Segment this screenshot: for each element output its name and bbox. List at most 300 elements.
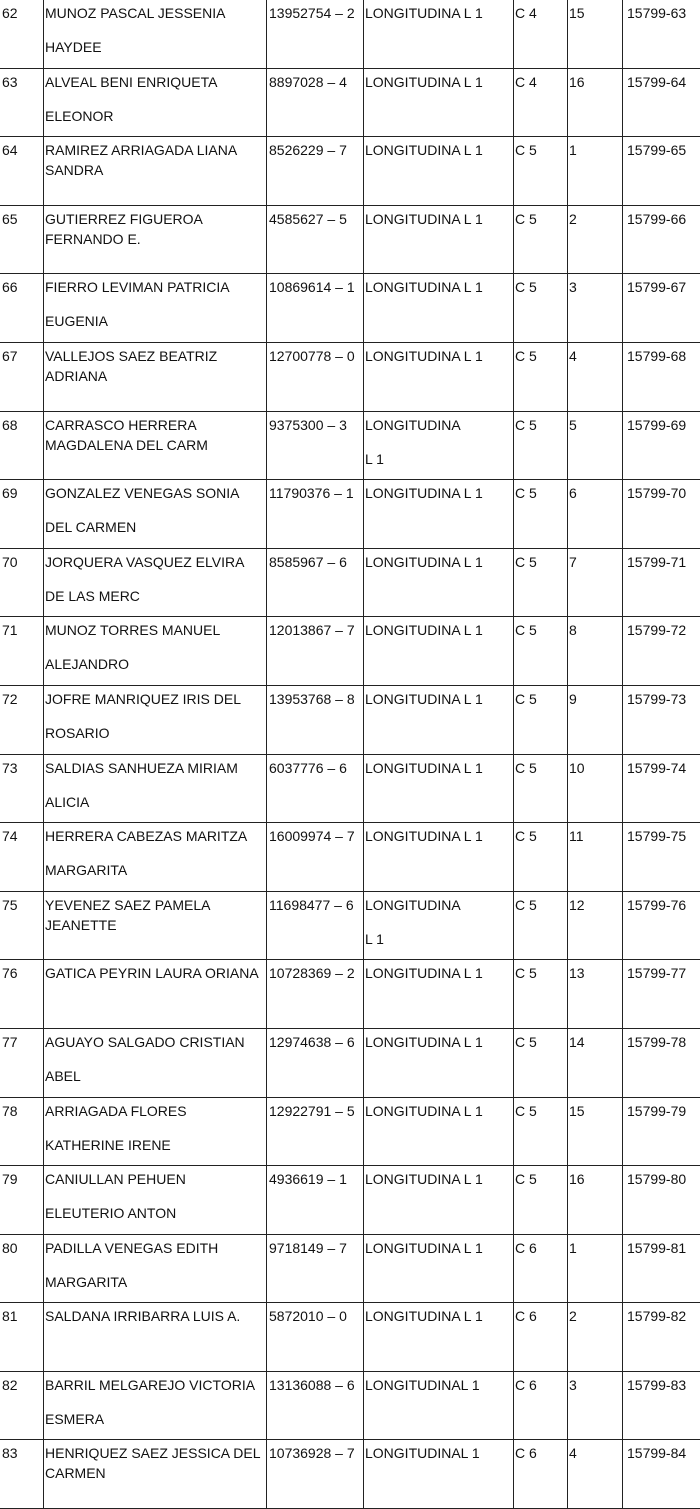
seat-cell <box>568 548 623 617</box>
row-number: 69 <box>2 485 18 501</box>
table-row <box>0 480 700 549</box>
line-gap <box>45 778 266 792</box>
name-cell <box>44 342 267 411</box>
block-cell <box>514 480 568 549</box>
via-line-1: LONGITUDINA L 1 <box>365 689 513 709</box>
row-number-cell <box>0 1097 44 1166</box>
rut-cell <box>267 205 364 274</box>
row-number-cell <box>0 1234 44 1303</box>
rut-value: 5872010 – 0 <box>269 1308 347 1324</box>
name-line-2: ELEUTERIO ANTON <box>45 1203 266 1223</box>
line-gap <box>45 1052 266 1066</box>
row-number-cell <box>0 1028 44 1097</box>
seat-cell <box>568 342 623 411</box>
block-value: C 5 <box>515 965 537 981</box>
table-row <box>0 1166 700 1235</box>
row-number-cell <box>0 960 44 1029</box>
rut-cell <box>267 617 364 686</box>
line-gap <box>45 92 266 106</box>
code-value: 15799-77 <box>627 965 686 981</box>
line-gap <box>45 1121 266 1135</box>
seat-value: 9 <box>569 691 577 707</box>
block-value: C 5 <box>515 897 537 913</box>
name-line-2: DE LAS MERC <box>45 586 266 606</box>
row-number: 68 <box>2 417 18 433</box>
code-cell <box>623 137 700 206</box>
via-cell <box>364 891 514 960</box>
name-line-1: SALDANA IRRIBARRA LUIS A. <box>45 1306 266 1326</box>
block-cell <box>514 685 568 754</box>
rut-cell <box>267 274 364 343</box>
via-cell <box>364 1440 514 1509</box>
seat-cell <box>568 685 623 754</box>
row-number: 70 <box>2 554 18 570</box>
code-value: 15799-67 <box>627 279 686 295</box>
via-line-1: LONGITUDINA L 1 <box>365 209 513 229</box>
rut-value: 8585967 – 6 <box>269 554 347 570</box>
row-number: 65 <box>2 211 18 227</box>
via-line-1: LONGITUDINA L 1 <box>365 826 513 846</box>
via-cell <box>364 823 514 892</box>
name-line-1: AGUAYO SALGADO CRISTIAN <box>45 1032 266 1052</box>
code-cell <box>623 960 700 1029</box>
row-number-cell <box>0 891 44 960</box>
seat-value: 2 <box>569 1308 577 1324</box>
block-value: C 5 <box>515 1034 537 1050</box>
via-cell <box>364 1028 514 1097</box>
row-number: 73 <box>2 760 18 776</box>
line-gap <box>365 435 513 449</box>
via-line-1: LONGITUDINA L 1 <box>365 483 513 503</box>
seat-cell <box>568 823 623 892</box>
seat-value: 1 <box>569 142 577 158</box>
code-cell <box>623 0 700 68</box>
rut-value: 12700778 – 0 <box>269 348 355 364</box>
code-cell <box>623 1234 700 1303</box>
row-number-cell <box>0 754 44 823</box>
row-number-cell <box>0 68 44 137</box>
line-gap <box>45 709 266 723</box>
code-value: 15799-74 <box>627 760 686 776</box>
via-line-1: LONGITUDINA L 1 <box>365 963 513 983</box>
name-cell <box>44 411 267 480</box>
seat-value: 1 <box>569 1240 577 1256</box>
name-line-2: ROSARIO <box>45 723 266 743</box>
rut-value: 8897028 – 4 <box>269 74 347 90</box>
block-value: C 6 <box>515 1240 537 1256</box>
block-value: C 5 <box>515 554 537 570</box>
rut-cell <box>267 342 364 411</box>
name-cell <box>44 480 267 549</box>
seat-value: 11 <box>569 828 584 844</box>
via-line-1: LONGITUDINA L 1 <box>365 1306 513 1326</box>
via-line-1: LONGITUDINA L 1 <box>365 552 513 572</box>
row-number-cell <box>0 411 44 480</box>
name-line-1: GONZALEZ VENEGAS SONIA <box>45 483 266 503</box>
name-cell <box>44 685 267 754</box>
rut-value: 12922791 – 5 <box>269 1103 355 1119</box>
table-row <box>0 205 700 274</box>
rut-value: 16009974 – 7 <box>269 828 355 844</box>
block-cell <box>514 1303 568 1372</box>
via-cell <box>364 1097 514 1166</box>
seat-cell <box>568 1097 623 1166</box>
via-cell <box>364 960 514 1029</box>
name-cell <box>44 617 267 686</box>
rut-value: 4585627 – 5 <box>269 211 347 227</box>
code-value: 15799-79 <box>627 1103 686 1119</box>
seat-cell <box>568 205 623 274</box>
seat-cell <box>568 754 623 823</box>
name-line-2: MARGARITA <box>45 860 266 880</box>
block-value: C 6 <box>515 1377 537 1393</box>
via-line-1: LONGITUDINA L 1 <box>365 1032 513 1052</box>
name-line-2: HAYDEE <box>45 37 266 57</box>
name-line-1: CARRASCO HERRERA <box>45 415 266 435</box>
via-cell <box>364 0 514 68</box>
code-value: 15799-69 <box>627 417 686 433</box>
via-line-1: LONGITUDINA L 1 <box>365 758 513 778</box>
seat-value: 12 <box>569 897 585 913</box>
name-line-1: GUTIERREZ FIGUEROA <box>45 209 266 229</box>
table-row <box>0 137 700 206</box>
name-line-1: JORQUERA VASQUEZ ELVIRA <box>45 552 266 572</box>
rut-cell <box>267 0 364 68</box>
name-line-2: ELEONOR <box>45 106 266 126</box>
via-cell <box>364 480 514 549</box>
row-number-cell <box>0 342 44 411</box>
block-value: C 5 <box>515 211 537 227</box>
rut-cell <box>267 1097 364 1166</box>
row-number-cell <box>0 1440 44 1509</box>
via-line-2: L 1 <box>365 449 513 469</box>
line-gap <box>45 572 266 586</box>
code-value: 15799-72 <box>627 622 686 638</box>
row-number: 81 <box>2 1308 18 1324</box>
code-cell <box>623 1303 700 1372</box>
code-value: 15799-83 <box>627 1377 686 1393</box>
block-value: C 5 <box>515 1171 537 1187</box>
line-gap <box>45 23 266 37</box>
seat-cell <box>568 960 623 1029</box>
name-line-2: ADRIANA <box>45 366 266 386</box>
line-gap <box>45 297 266 311</box>
block-value: C 6 <box>515 1308 537 1324</box>
seat-cell <box>568 1303 623 1372</box>
block-cell <box>514 1440 568 1509</box>
rut-cell <box>267 1166 364 1235</box>
name-line-1: PADILLA VENEGAS EDITH <box>45 1238 266 1258</box>
block-value: C 5 <box>515 1103 537 1119</box>
seat-cell <box>568 1440 623 1509</box>
via-line-1: LONGITUDINA <box>365 415 513 435</box>
via-line-1: LONGITUDINA L 1 <box>365 1101 513 1121</box>
name-line-2: EUGENIA <box>45 311 266 331</box>
rut-value: 9375300 – 3 <box>269 417 347 433</box>
table-row <box>0 960 700 1029</box>
code-value: 15799-63 <box>627 5 686 21</box>
seat-value: 16 <box>569 1171 585 1187</box>
name-line-1: CANIULLAN PEHUEN <box>45 1169 266 1189</box>
seat-cell <box>568 1371 623 1440</box>
code-value: 15799-82 <box>627 1308 686 1324</box>
code-cell <box>623 1028 700 1097</box>
block-value: C 5 <box>515 691 537 707</box>
name-cell <box>44 0 267 68</box>
rut-value: 9718149 – 7 <box>269 1240 347 1256</box>
name-line-1: ARRIAGADA FLORES <box>45 1101 266 1121</box>
row-number: 83 <box>2 1445 18 1461</box>
via-line-1: LONGITUDINA <box>365 895 513 915</box>
code-cell <box>623 205 700 274</box>
table-row <box>0 411 700 480</box>
code-value: 15799-64 <box>627 74 686 90</box>
block-cell <box>514 1097 568 1166</box>
row-number: 74 <box>2 828 18 844</box>
rut-cell <box>267 1303 364 1372</box>
name-cell <box>44 891 267 960</box>
seat-cell <box>568 480 623 549</box>
code-cell <box>623 1371 700 1440</box>
via-line-1: LONGITUDINA L 1 <box>365 277 513 297</box>
row-number: 75 <box>2 897 18 913</box>
row-number-cell <box>0 823 44 892</box>
name-line-1: BARRIL MELGAREJO VICTORIA <box>45 1375 266 1395</box>
name-cell <box>44 1097 267 1166</box>
block-value: C 4 <box>515 74 537 90</box>
name-line-1: GATICA PEYRIN LAURA ORIANA <box>45 963 266 983</box>
code-value: 15799-80 <box>627 1171 686 1187</box>
name-line-1: MUNOZ PASCAL JESSENIA <box>45 3 266 23</box>
via-line-1: LONGITUDINA L 1 <box>365 346 513 366</box>
rut-value: 11698477 – 6 <box>269 897 354 913</box>
name-line-2: KATHERINE IRENE <box>45 1135 266 1155</box>
rut-cell <box>267 823 364 892</box>
rut-value: 12013867 – 7 <box>269 622 355 638</box>
code-cell <box>623 548 700 617</box>
rut-cell <box>267 1234 364 1303</box>
block-value: C 5 <box>515 485 537 501</box>
seat-value: 10 <box>569 760 585 776</box>
code-cell <box>623 68 700 137</box>
block-cell <box>514 891 568 960</box>
name-line-2: DEL CARMEN <box>45 517 266 537</box>
block-cell <box>514 548 568 617</box>
block-cell <box>514 205 568 274</box>
line-gap <box>45 1395 266 1409</box>
via-cell <box>364 274 514 343</box>
table-row <box>0 1028 700 1097</box>
rut-value: 13952754 – 2 <box>269 5 355 21</box>
rut-value: 12974638 – 6 <box>269 1034 355 1050</box>
seat-cell <box>568 68 623 137</box>
seat-value: 13 <box>569 965 585 981</box>
seat-value: 15 <box>569 1103 585 1119</box>
row-number-cell <box>0 274 44 343</box>
via-cell <box>364 342 514 411</box>
row-number: 78 <box>2 1103 18 1119</box>
row-number: 72 <box>2 691 18 707</box>
via-line-1: LONGITUDINA L 1 <box>365 620 513 640</box>
seat-cell <box>568 891 623 960</box>
block-value: C 5 <box>515 417 537 433</box>
table-row <box>0 617 700 686</box>
rut-value: 8526229 – 7 <box>269 142 347 158</box>
rut-value: 10728369 – 2 <box>269 965 355 981</box>
via-cell <box>364 548 514 617</box>
via-cell <box>364 1303 514 1372</box>
rut-cell <box>267 891 364 960</box>
block-value: C 6 <box>515 1445 537 1461</box>
table-row <box>0 1097 700 1166</box>
table-row <box>0 754 700 823</box>
name-cell <box>44 548 267 617</box>
line-gap <box>45 640 266 654</box>
row-number-cell <box>0 617 44 686</box>
block-value: C 5 <box>515 828 537 844</box>
row-number-cell <box>0 685 44 754</box>
via-cell <box>364 617 514 686</box>
code-value: 15799-71 <box>627 554 686 570</box>
name-cell <box>44 754 267 823</box>
seat-value: 5 <box>569 417 577 433</box>
name-line-1: HENRIQUEZ SAEZ JESSICA DEL <box>45 1443 266 1463</box>
rut-value: 13136088 – 6 <box>269 1377 355 1393</box>
name-line-1: YEVENEZ SAEZ PAMELA <box>45 895 266 915</box>
line-gap <box>45 1258 266 1272</box>
code-cell <box>623 1097 700 1166</box>
row-number-cell <box>0 205 44 274</box>
row-number: 76 <box>2 965 18 981</box>
rut-value: 10869614 – 1 <box>269 279 355 295</box>
name-cell <box>44 274 267 343</box>
block-cell <box>514 754 568 823</box>
name-line-2: CARMEN <box>45 1463 266 1483</box>
name-line-2: JEANETTE <box>45 915 266 935</box>
via-cell <box>364 1371 514 1440</box>
table-row <box>0 891 700 960</box>
name-cell <box>44 1371 267 1440</box>
row-number-cell <box>0 1303 44 1372</box>
seat-value: 2 <box>569 211 577 227</box>
block-value: C 5 <box>515 622 537 638</box>
code-value: 15799-76 <box>627 897 686 913</box>
table-row <box>0 0 700 68</box>
via-line-1: LONGITUDINAL 1 <box>365 1443 513 1463</box>
row-number: 82 <box>2 1377 18 1393</box>
via-line-2: L 1 <box>365 929 513 949</box>
name-cell <box>44 960 267 1029</box>
seat-value: 15 <box>569 5 585 21</box>
row-number: 67 <box>2 348 18 364</box>
seat-value: 3 <box>569 279 577 295</box>
rut-value: 4936619 – 1 <box>269 1171 347 1187</box>
name-line-1: MUNOZ TORRES MANUEL <box>45 620 266 640</box>
name-line-1: SALDIAS SANHUEZA MIRIAM <box>45 758 266 778</box>
block-value: C 4 <box>515 5 537 21</box>
via-line-1: LONGITUDINA L 1 <box>365 140 513 160</box>
rut-cell <box>267 548 364 617</box>
rut-cell <box>267 137 364 206</box>
block-cell <box>514 1166 568 1235</box>
rut-cell <box>267 1028 364 1097</box>
row-number: 66 <box>2 279 18 295</box>
table-row <box>0 1371 700 1440</box>
name-cell <box>44 1303 267 1372</box>
rut-value: 11790376 – 1 <box>269 485 354 501</box>
code-cell <box>623 754 700 823</box>
block-value: C 5 <box>515 348 537 364</box>
code-value: 15799-66 <box>627 211 686 227</box>
rut-cell <box>267 1440 364 1509</box>
block-cell <box>514 823 568 892</box>
table-row <box>0 1303 700 1372</box>
table-row <box>0 823 700 892</box>
seat-cell <box>568 137 623 206</box>
seat-value: 3 <box>569 1377 577 1393</box>
name-line-2: ABEL <box>45 1066 266 1086</box>
name-line-2: SANDRA <box>45 160 266 180</box>
via-cell <box>364 137 514 206</box>
name-cell <box>44 823 267 892</box>
code-cell <box>623 617 700 686</box>
name-cell <box>44 1028 267 1097</box>
row-number-cell <box>0 548 44 617</box>
via-cell <box>364 205 514 274</box>
name-cell <box>44 205 267 274</box>
code-cell <box>623 891 700 960</box>
code-value: 15799-68 <box>627 348 686 364</box>
seat-cell <box>568 1234 623 1303</box>
seat-cell <box>568 617 623 686</box>
seat-value: 7 <box>569 554 577 570</box>
table-row <box>0 68 700 137</box>
code-value: 15799-84 <box>627 1445 686 1461</box>
line-gap <box>45 1189 266 1203</box>
seat-value: 4 <box>569 1445 577 1461</box>
name-cell <box>44 1440 267 1509</box>
rut-cell <box>267 685 364 754</box>
block-cell <box>514 1234 568 1303</box>
name-line-1: ALVEAL BENI ENRIQUETA <box>45 72 266 92</box>
block-cell <box>514 1371 568 1440</box>
code-cell <box>623 685 700 754</box>
code-value: 15799-70 <box>627 485 686 501</box>
code-value: 15799-73 <box>627 691 686 707</box>
table-row <box>0 548 700 617</box>
row-number: 62 <box>2 5 18 21</box>
rut-cell <box>267 68 364 137</box>
code-cell <box>623 342 700 411</box>
code-cell <box>623 274 700 343</box>
seat-cell <box>568 411 623 480</box>
row-number-cell <box>0 1166 44 1235</box>
name-line-1: VALLEJOS SAEZ BEATRIZ <box>45 346 266 366</box>
name-line-2: MARGARITA <box>45 1272 266 1292</box>
row-number: 63 <box>2 74 18 90</box>
via-cell <box>364 68 514 137</box>
row-number: 77 <box>2 1034 18 1050</box>
block-cell <box>514 274 568 343</box>
via-line-1: LONGITUDINA L 1 <box>365 3 513 23</box>
code-cell <box>623 823 700 892</box>
code-value: 15799-75 <box>627 828 686 844</box>
seat-cell <box>568 0 623 68</box>
name-cell <box>44 68 267 137</box>
block-cell <box>514 960 568 1029</box>
via-line-1: LONGITUDINA L 1 <box>365 72 513 92</box>
name-line-2: ALEJANDRO <box>45 654 266 674</box>
